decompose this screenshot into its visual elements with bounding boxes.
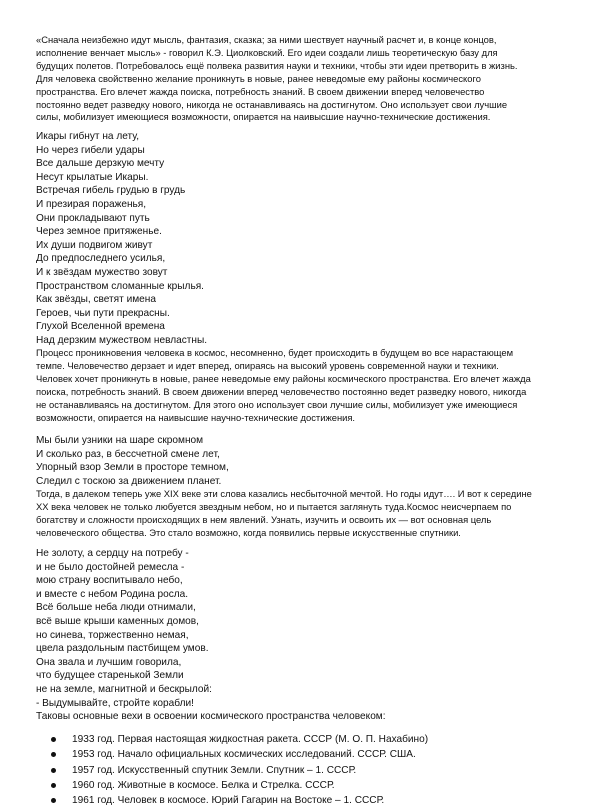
poem-line: Упорный взор Земли в просторе темном, [36,462,229,474]
bullet-icon [51,752,56,757]
milestone-text: 1961 год. Человек в космосе. Юрий Гагарин на Востоке – 1. СССР. [72,795,385,807]
poem-line: что будущее старенькой Земли [36,670,184,682]
bullet-icon [51,737,56,742]
text-line: не останавливаясь на достигнутом. Для этого оно использует свои лучшие силы, мобилизует уже имеющиеся [36,398,518,410]
milestone-text: 1953 год. Начало официальных космических исследований. СССР. США. [72,749,416,761]
bullet-icon [51,783,56,788]
list-item [36,778,428,793]
list-item [36,793,428,808]
bullet-icon [51,768,56,773]
text-line: человеческого общества. Это стало возможно, когда появились первые искусственные спутники. [36,526,461,538]
poem-line: Не золоту, а сердцу на потребу - [36,548,189,559]
text-line: XX века человек не только любуется звездным небом, но и пытается заглянуть туда.Космос неисчерпаем по [36,500,512,512]
poem-sky [36,547,584,724]
poem-line: мою страну воспитывало небо, [36,575,183,587]
poem-prisoners [36,434,584,488]
poem-line: и вместе с небом Родина росла. [36,588,189,600]
poem-line: Над дерзким мужеством невластны. [36,334,208,346]
poem-line: всё выше крыши каменных домов, [36,615,199,627]
text-line: исполнение венчает мысль» - говорил К.Э. Циолковский. Его идеи создали лишь теоретическую базу для [36,46,498,58]
poem-line: Пространством сломанные крылья. [36,280,204,292]
text-line: постоянно ведет разведку нового, никогда не останавливаясь на достигнутом. Оно использует свои лучшие [36,98,508,110]
text-line: поиска, потребность знаний. В своем движении вперед человечество постоянно ведет разведку нового, никогда [36,385,527,397]
milestone-text: 1960 год. Животные в космосе. Белка и Стрелка. СССР. [72,779,335,791]
poem-line: Она звала и лучшим говорила, [36,656,182,668]
bullet-icon [51,798,56,803]
milestone-text: 1933 год. Первая настоящая жидкостная ракета. СССР (М. О. П. Нахабино) [72,734,429,745]
text-line: Тогда, в далеком теперь уже XIX веке эти слова казались несбыточной мечтой. Но годы идут…. И вот к середине [36,488,532,499]
text-line: будущих полетов. Потребовалось ещё полвека развития науки и техники, чтобы эти идеи претворить в жизнь. [36,59,518,71]
text-line: Процесс проникновения человека в космос, несомненно, будет происходить в будущем во все нарастающем [36,347,514,358]
poem-line: Они прокладывают путь [36,212,150,224]
text-line: богатству и сложности происходящих в нем явлений. Узнать, изучить и освоить их — вот основная цель [36,513,492,525]
poem-line: Все дальше дерзкую мечту [36,158,165,170]
poem-line: Мы были узники на шаре скромном [36,435,204,446]
intro-paragraph [36,34,584,124]
poem-line: И к звёздам мужество зовут [36,266,168,278]
text-line: пространства. Его влечет жажда поиска, потребность знаний. В своем движении вперед человечество [36,85,485,97]
progress-paragraph [36,347,584,424]
poem-line: Их души подвигом живут [36,239,153,251]
poem-line: но синева, торжественно немая, [36,629,189,641]
poem-line: цвела раздольным пастбищем умов. [36,643,209,655]
milestones-list [36,732,428,808]
text-line: «Сначала неизбежно идут мысль, фантазия, сказка; за ними шествует научный расчет и, в конце концов, [36,34,497,45]
poem-line: Но через гибели удары [36,144,145,156]
poem-line: Через земное притяженье. [36,226,162,238]
poem-line: Героев, чьи пути прекрасны. [36,307,170,319]
poem-line: И сколько раз, в бессчетной смене лет, [36,448,220,460]
milestones-intro: Таковы основные вехи в освоении космического пространства человеком: [36,711,386,723]
text-line: силы, мобилизует имеющиеся возможности, опирается на наивысшие научно-технические достижения. [36,111,491,123]
list-item [36,747,428,762]
milestone-text: 1957 год. Искусственный спутник Земли. Спутник – 1. СССР. [72,764,357,776]
poem-line: - Выдумывайте, стройте корабли! [36,697,194,709]
poem-line: Встречая гибель грудью в грудь [36,185,186,197]
poem-line: и не было достойней ремесла - [36,561,185,573]
poem-line: Несут крылатые Икары. [36,171,149,183]
poem-icarus [36,130,584,348]
space-paragraph [36,488,584,540]
poem-line: Икары гибнут на лету, [36,131,140,142]
list-item [36,763,428,778]
poem-line: Глухой Вселенной времена [36,321,165,333]
text-line: темпе. Человечество дерзает и идет вперед, опираясь на высокий уровень современной науки и техники. [36,359,499,371]
poem-line: не на земле, магнитной и бескрылой: [36,683,212,695]
text-line: Человек хочет проникнуть в новые, ранее неведомые ему районы космического пространства. Его влечет жажда [36,372,531,384]
list-item [36,732,428,747]
poem-line: До предпоследнего усилья, [36,253,166,265]
text-line: Для человека свойственно желание проникнуть в новые, ранее неведомые ему районы космического [36,72,481,84]
poem-line: Следил с тоскою за движением планет. [36,475,222,487]
poem-line: Как звёзды, светят имена [36,294,156,306]
poem-line: Всё больше неба люди отнимали, [36,602,196,614]
text-line: возможности, опирается на наивысшие научно-технические достижения. [36,411,356,423]
poem-line: И презирая пораженья, [36,198,147,210]
